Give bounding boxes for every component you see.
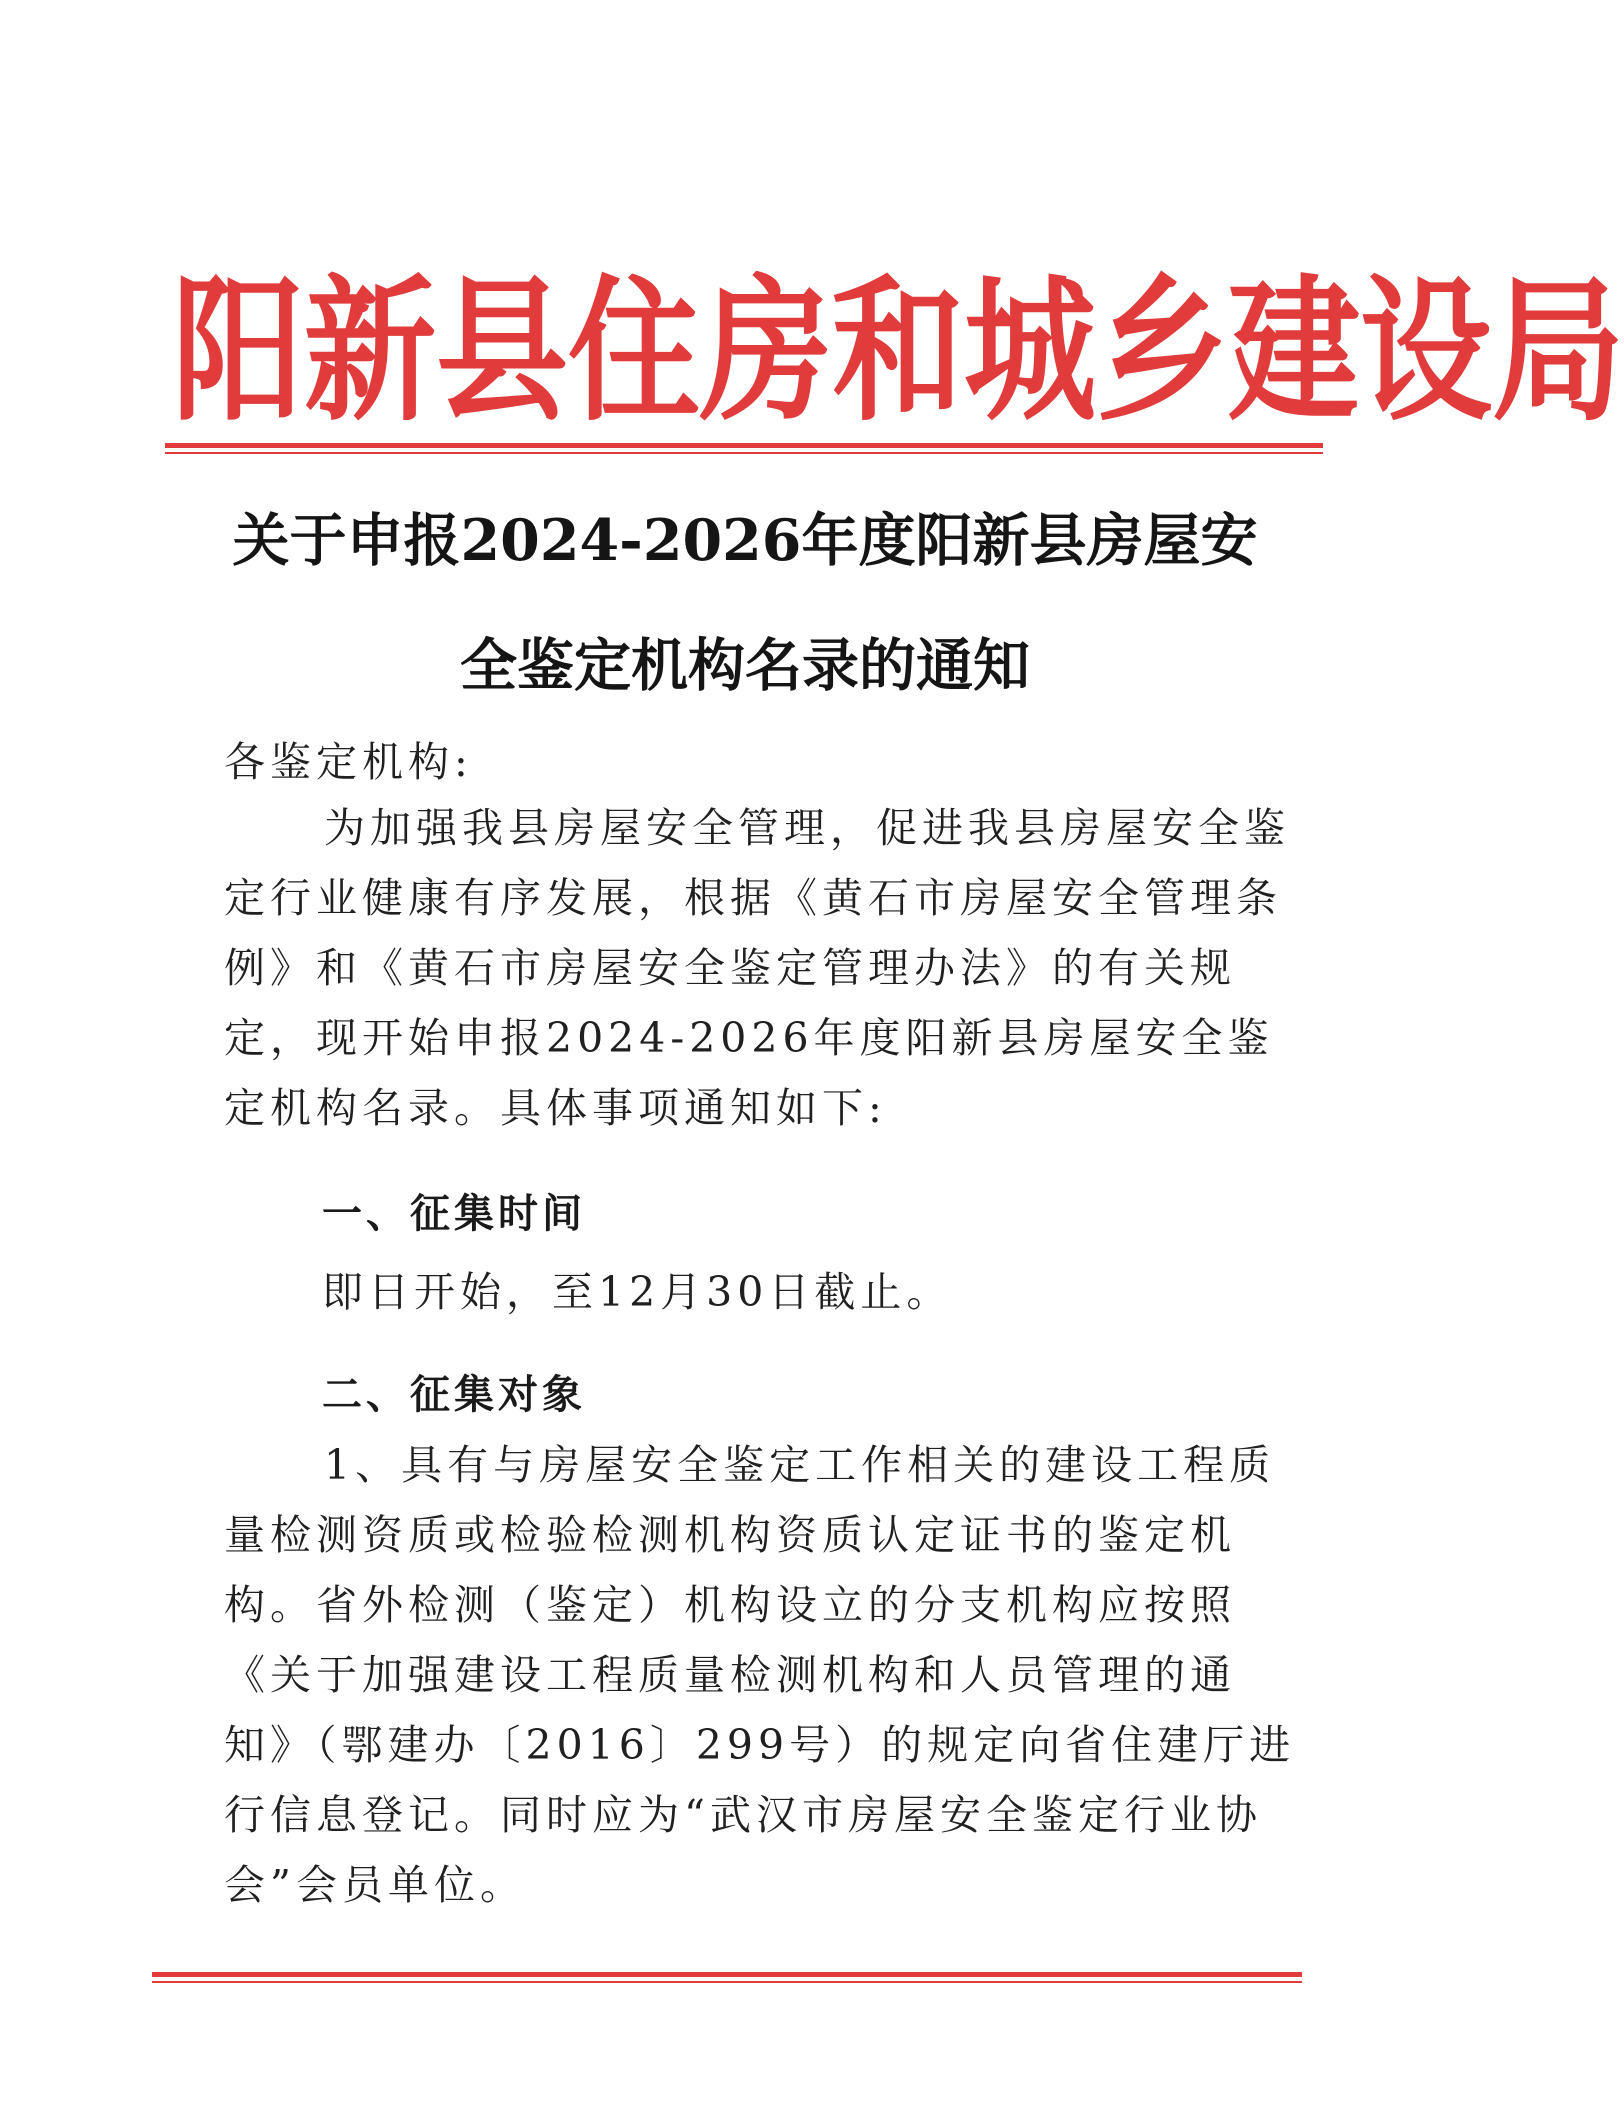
footer-divider-thin bbox=[152, 1981, 1302, 1983]
letterhead-char: 乡 bbox=[1096, 261, 1228, 444]
letterhead-title bbox=[172, 220, 1624, 456]
letterhead-char: 新 bbox=[304, 261, 436, 444]
letterhead-char: 城 bbox=[964, 261, 1096, 444]
letterhead-char: 建 bbox=[1228, 261, 1360, 444]
document-title-line-2: 全鉴定机构名录的通知 bbox=[460, 632, 1030, 699]
letterhead-char: 县 bbox=[436, 261, 568, 444]
section-heading-time: 一、征集时间 bbox=[322, 1191, 586, 1237]
letterhead-divider-thin bbox=[165, 452, 1323, 454]
letterhead-char: 局 bbox=[1492, 261, 1624, 444]
letterhead-char: 房 bbox=[700, 261, 832, 444]
footer-divider-thick bbox=[152, 1972, 1302, 1977]
section-heading-object: 二、征集对象 bbox=[322, 1372, 586, 1418]
letterhead-char: 住 bbox=[568, 261, 700, 444]
section-text-object: 1、具有与房屋安全鉴定工作相关的建设工程质量检测资质或检验检测机构资质认定证书的鉴定机构。省外检测（鉴定）机构设立的分支机构应按照《关于加强建设工程质量检测机构和人员管理的通知》（鄂建办〔2016〕299号）的规定向省住建厅进行信息登记。同时应为“武汉市房屋安全鉴定行业协会”会员单位。 bbox=[224, 1441, 1296, 1909]
letterhead-divider-thick bbox=[165, 443, 1323, 448]
letterhead-char: 和 bbox=[832, 261, 964, 444]
section-text-time: 即日开始，至12月30日截止。 bbox=[322, 1268, 953, 1316]
document-title-line-1: 关于申报2024-2026年度阳新县房屋安 bbox=[232, 507, 1258, 574]
intro-paragraph: 为加强我县房屋安全管理，促进我县房屋安全鉴定行业健康有序发展，根据《黄石市房屋安全管理条例》和《黄石市房屋安全鉴定管理办法》的有关规定，现开始申报2024-2026年度阳新县房屋安全鉴定机构名录。具体事项通知如下: bbox=[224, 804, 1290, 1132]
salutation: 各鉴定机构: bbox=[224, 738, 473, 786]
letterhead-char: 设 bbox=[1360, 261, 1492, 444]
letterhead-char: 阳 bbox=[172, 261, 304, 444]
